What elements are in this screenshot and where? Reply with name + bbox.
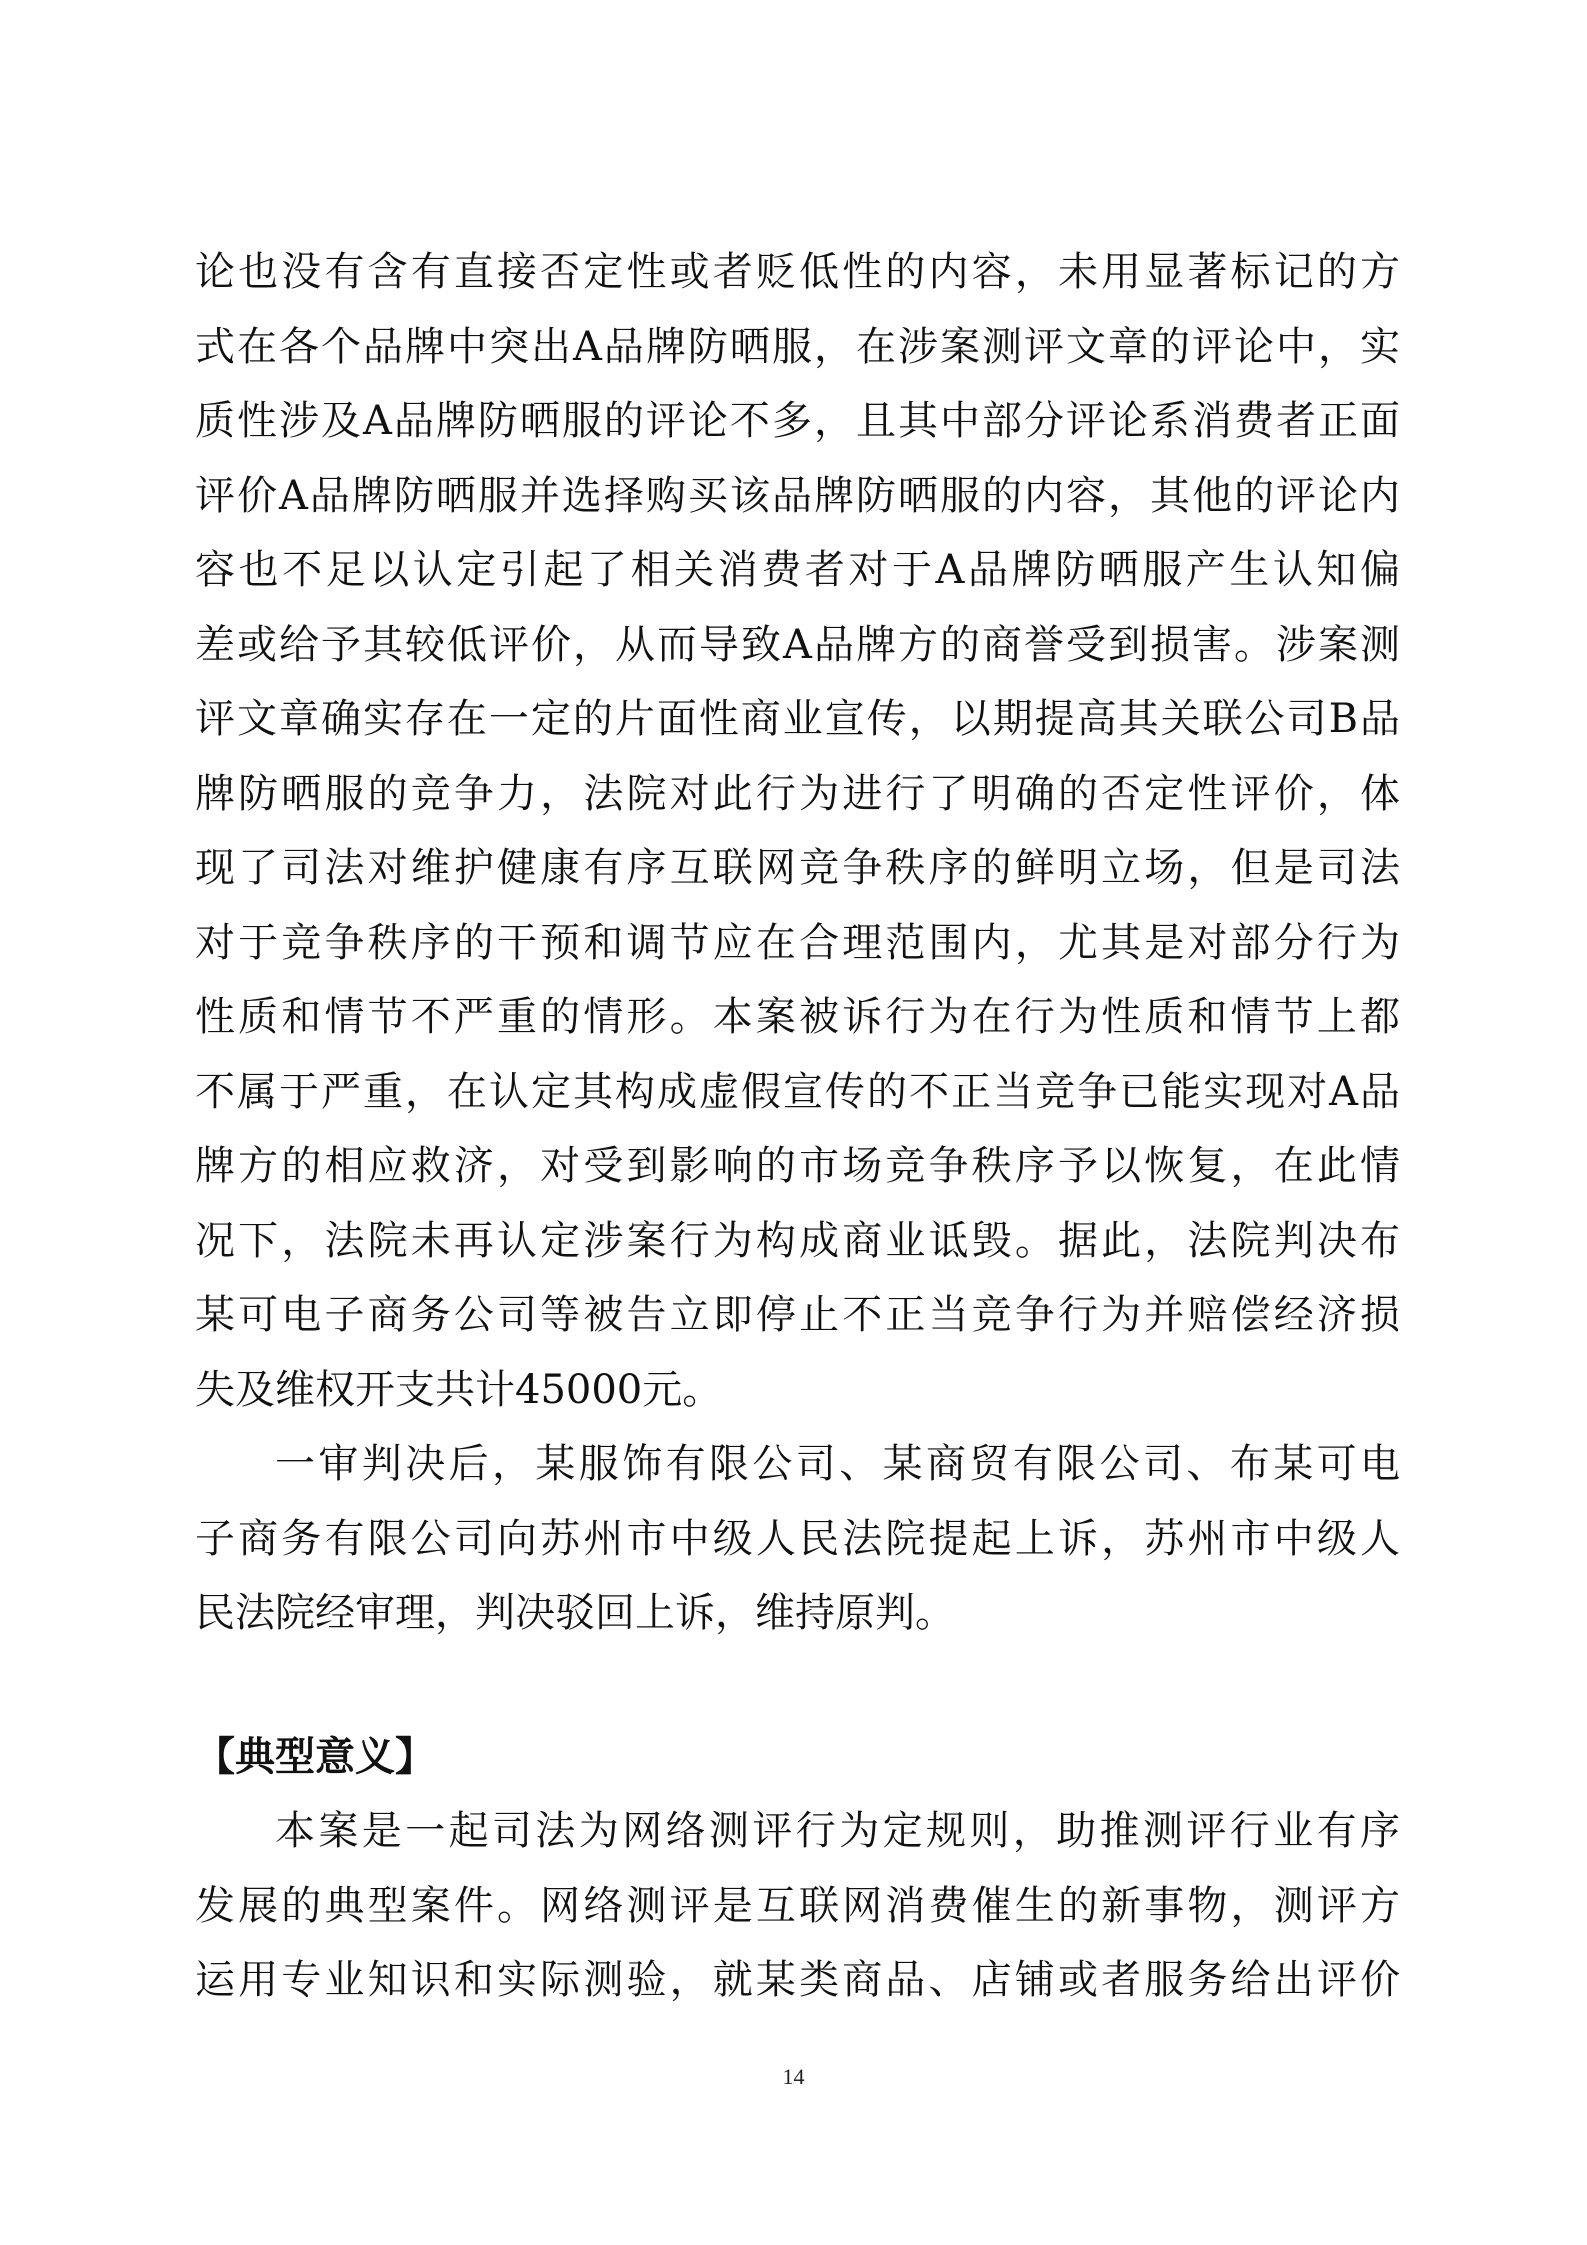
text-line: 牌方的相应救济，对受到影响的市场竞争秩序予以恢复，在此情 bbox=[195, 1143, 1400, 1189]
text-line: 发展的典型案件。网络测评是互联网消费催生的新事物，测评方 bbox=[195, 1882, 1400, 1929]
text-line: 评文章确实存在一定的片面性商业宣传，以期提高其关联公司B品 bbox=[195, 696, 1400, 742]
document-body bbox=[195, 235, 1400, 2018]
text-line: 某可电子商务公司等被告立即停止不正当竞争行为并赔偿经济损 bbox=[195, 1292, 1400, 1338]
text-line: 论也没有含有直接否定性或者贬低性的内容，未用显著标记的方 bbox=[195, 249, 1400, 295]
text-line: 容也不足以认定引起了相关消费者对于A品牌防晒服产生认知偏 bbox=[195, 547, 1400, 593]
text-line: 一审判决后，某服饰有限公司、某商贸有限公司、布某可电 bbox=[275, 1441, 1400, 1487]
paragraph-appeal-result bbox=[195, 1427, 1400, 1651]
section-typical-significance bbox=[195, 1720, 1400, 2018]
text-line: 民法院经审理，判决驳回上诉，维持原判。 bbox=[195, 1590, 955, 1636]
text-line: 式在各个品牌中突出A品牌防晒服，在涉案测评文章的评论中，实 bbox=[195, 323, 1400, 370]
text-line: 运用专业知识和实际测验，就某类商品、店铺或者服务给出评价 bbox=[195, 1957, 1400, 2003]
text-line: 牌防晒服的竞争力，法院对此行为进行了明确的否定性评价，体 bbox=[195, 770, 1400, 817]
text-line: 不属于严重，在认定其构成虚假宣传的不正当竞争已能实现对A品 bbox=[195, 1068, 1400, 1115]
text-line: 失及维权开支共计45000元。 bbox=[195, 1366, 723, 1413]
text-line: 本案是一起司法为网络测评行为定规则，助推测评行业有序 bbox=[275, 1808, 1400, 1854]
text-line: 质性涉及A品牌防晒服的评论不多，且其中部分评论系消费者正面 bbox=[195, 398, 1400, 444]
text-line: 对于竞争秩序的干预和调节应在合理范围内，尤其是对部分行为 bbox=[195, 919, 1400, 966]
section-spacer bbox=[195, 1651, 1400, 1720]
text-line: 子商务有限公司向苏州市中级人民法院提起上诉，苏州市中级人 bbox=[195, 1515, 1400, 1562]
text-line: 性质和情节不严重的情形。本案被诉行为在行为性质和情节上都 bbox=[195, 994, 1400, 1040]
page-number: 14 bbox=[782, 2064, 805, 2089]
text-line: 况下，法院未再认定涉案行为构成商业诋毁。据此，法院判决布 bbox=[195, 1217, 1400, 1264]
text-line: 评价A品牌防晒服并选择购买该品牌防晒服的内容，其他的评论内 bbox=[195, 472, 1400, 519]
paragraph-judgment-analysis bbox=[195, 235, 1400, 1427]
text-line: 现了司法对维护健康有序互联网竞争秩序的鲜明立场，但是司法 bbox=[195, 845, 1400, 891]
section-heading: 【典型意义】 bbox=[195, 1732, 435, 1780]
text-line: 差或给予其较低评价，从而导致A品牌方的商誉受到损害。涉案测 bbox=[195, 621, 1400, 668]
